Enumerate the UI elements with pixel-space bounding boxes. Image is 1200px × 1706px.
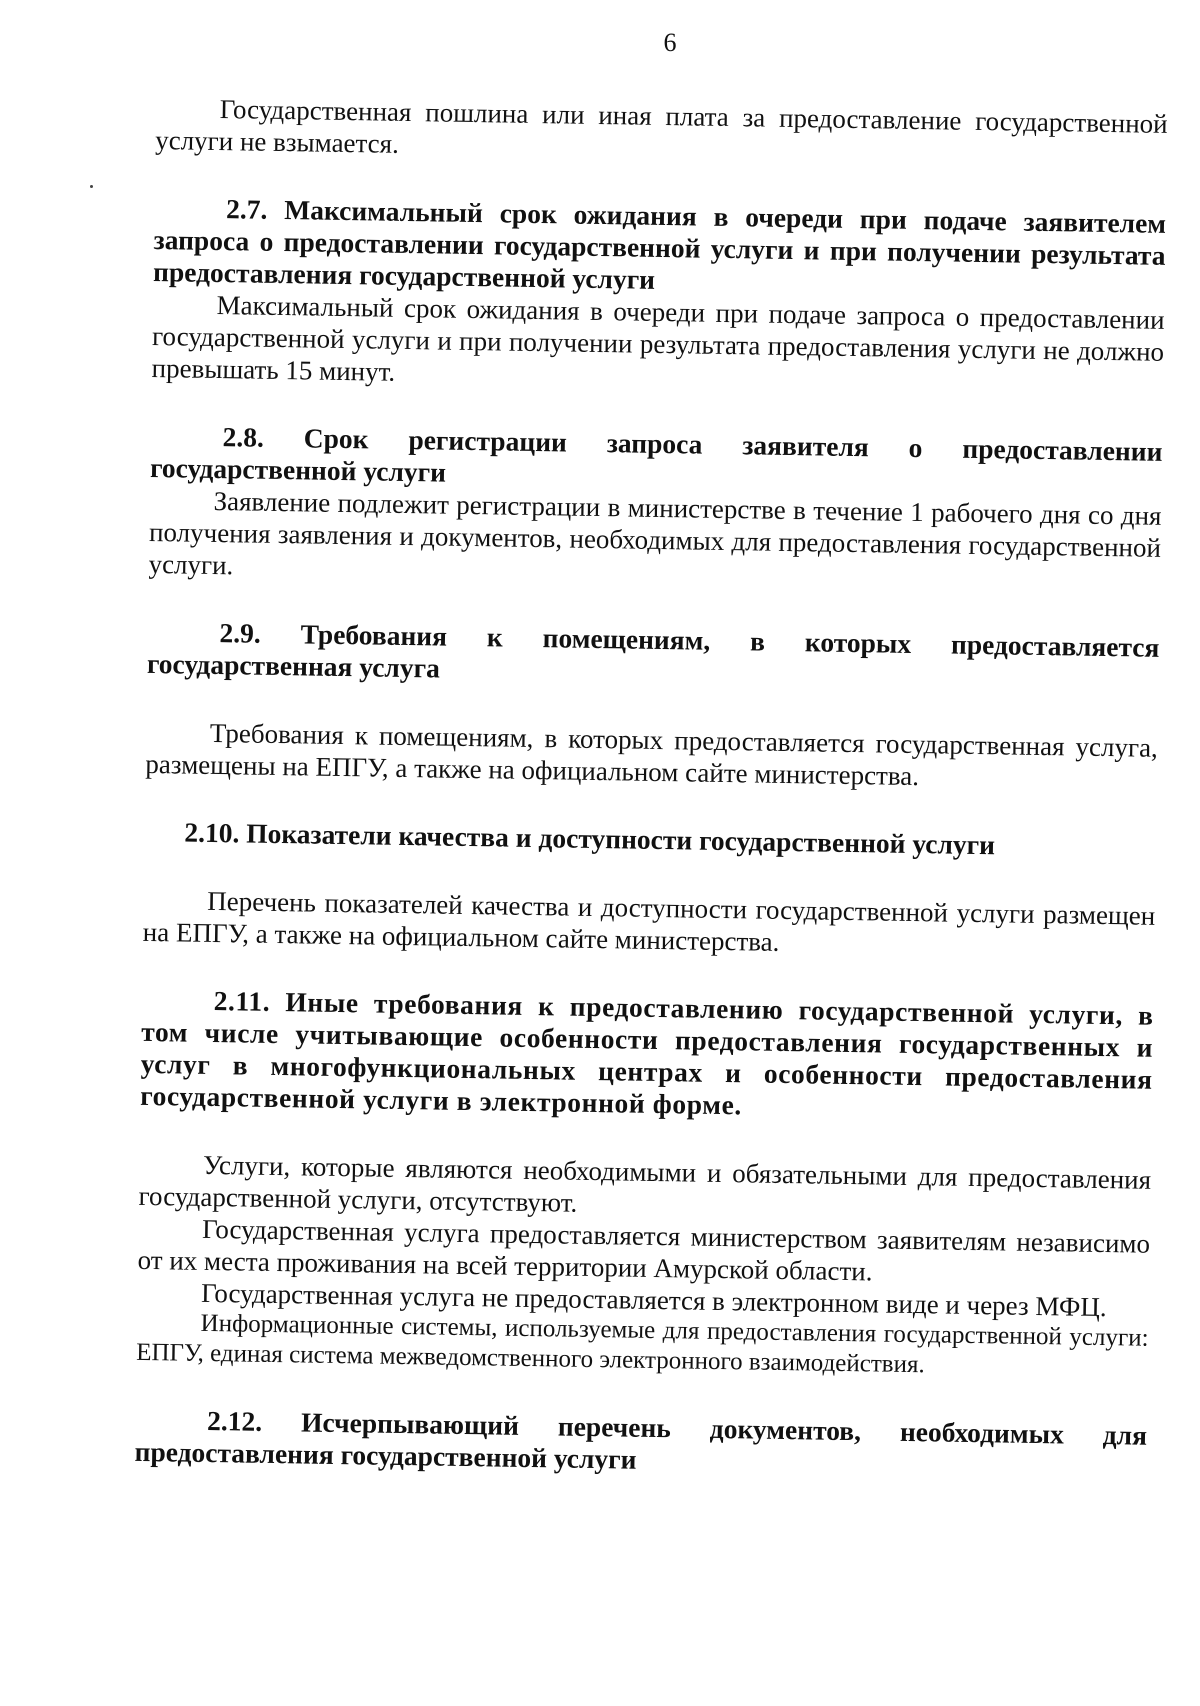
section-2-10 xyxy=(143,816,1157,964)
intro-paragraph: Государственная пошлина или иная плата за предоставление государственной услуги не взымается. xyxy=(155,94,1168,159)
section-2-8 xyxy=(148,420,1162,596)
section-heading: 2.7. Максимальный срок ожидания в очереди при подаче заявителем запроса о предоставлении государственной услуги и при получении результата предоставления государственной услуги xyxy=(152,193,1167,295)
page-number: 6 xyxy=(663,28,677,57)
section-2-9 xyxy=(145,616,1159,796)
section-paragraph: Государственная услуга предоставляется министерством заявителям независимо от их места проживания на всей территории Амурской области. xyxy=(137,1213,1151,1287)
section-2-7 xyxy=(151,192,1166,400)
section-paragraph: Перечень показателей качества и доступности государственной услуги размещен на ЕПГУ, а также на официальном сайте министерства. xyxy=(142,885,1156,957)
section-paragraph: Максимальный срок ожидания в очереди при подаче запроса о предоставлении государственной услуги и при получении результата предоставления услуги не должно превышать 15 минут. xyxy=(151,289,1165,387)
document-body xyxy=(134,92,1167,1484)
section-paragraph: Информационные системы, используемые для предоставления государственной услуги: ЕПГУ, единая система межведомственного электронного взаимодействия. xyxy=(135,1309,1149,1379)
section-heading: 2.8. Срок регистрации запроса заявителя о предоставлении государственной услуги xyxy=(149,421,1163,488)
section-paragraph: Заявление подлежит регистрации в министерстве в течение 1 рабочего дня со дня получения заявления и документов, необходимых для предоставления государственной услуги. xyxy=(148,485,1162,581)
section-heading: 2.11. Иные требования к предоставлению государственной услуги, в том числе учитывающие особенности предоставления государственных и услуг в многофункциональных центрах и особенности предоставления государственной услуги в электронной форме. xyxy=(139,985,1154,1121)
section-heading: 2.12. Исчерпывающий перечень документов, необходимых для предоставления государственной услуги xyxy=(134,1404,1148,1475)
section-heading: 2.9. Требования к помещениям, в которых предоставляется государственная услуга xyxy=(146,617,1160,684)
scan-speck xyxy=(90,185,93,188)
section-paragraph: Требования к помещениям, в которых предоставляется государственная услуга, размещены на ЕПГУ, а также на официальном сайте министерства. xyxy=(145,717,1159,792)
section-paragraph: Услуги, которые являются необходимыми и обязательными для предоставления государственной услуги, отсутствуют. xyxy=(138,1149,1152,1218)
section-2-11 xyxy=(136,984,1154,1384)
section-heading: 2.10. Показатели качества и доступности государственной услуги xyxy=(184,816,996,861)
section-paragraph: Государственная услуга не предоставляется в электронном виде и через МФЦ. xyxy=(200,1277,1107,1323)
